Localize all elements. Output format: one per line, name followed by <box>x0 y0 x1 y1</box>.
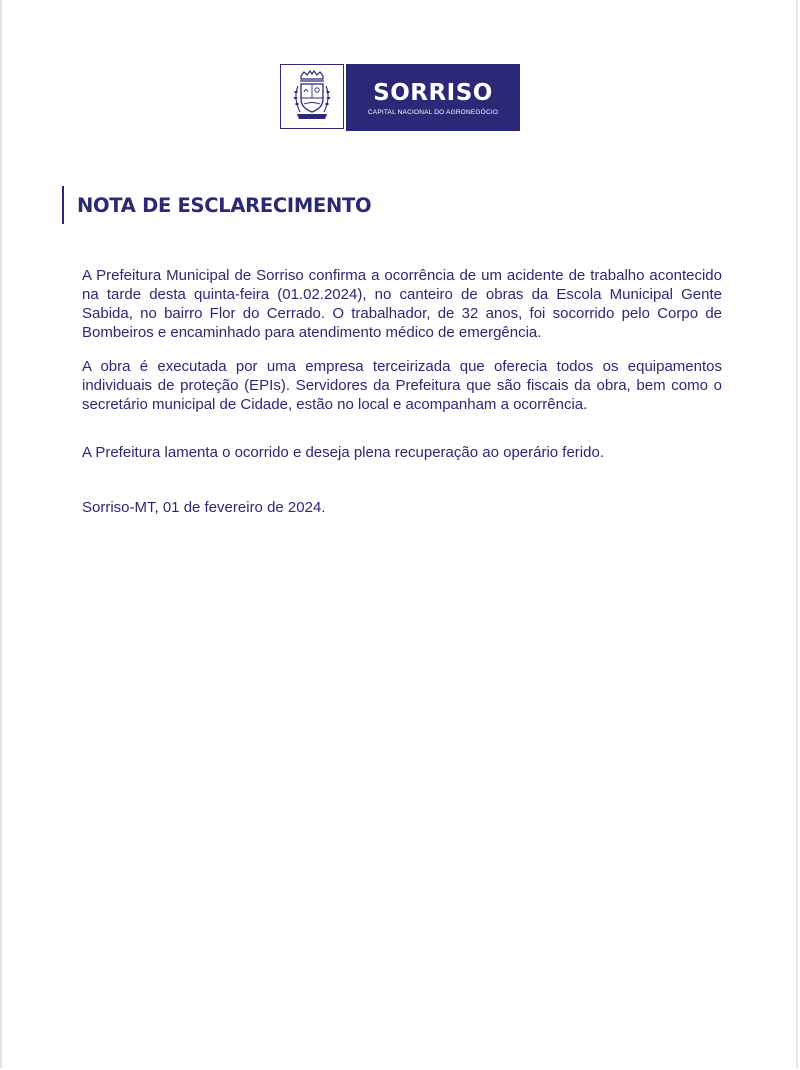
brand-tagline: CAPITAL NACIONAL DO AGRONEGÓCIO <box>367 108 499 116</box>
document-title: NOTA DE ESCLARECIMENTO <box>77 193 372 217</box>
sorriso-logo <box>280 64 520 131</box>
paragraph-condolence: A Prefeitura lamenta o ocorrido e deseja plena recuperação ao operário ferido. <box>82 444 604 461</box>
brand-name: SORRISO <box>373 79 493 106</box>
date-line: Sorriso-MT, 01 de fevereiro de 2024. <box>82 499 326 516</box>
paragraph-epis: A obra é executada por uma empresa terceirizada que oferecia todos os equipamentos individuais de proteção (EPIs). Servidores da Prefeitura que são fiscais da obra, bem como o secretário municipal de Cidade, estão no local e acompanham a ocorrência. <box>82 358 722 413</box>
paragraph-accident: A Prefeitura Municipal de Sorriso confirma a ocorrência de um acidente de trabalho acontecido na tarde desta quinta-feira (01.02.2024), no canteiro de obras da Escola Municipal Gente Sabida, no bairro Flor do Cerrado. O trabalhador, de 32 anos, foi socorrido pelo Corpo de Bombeiros e encaminhado para atendimento médico de emergência. <box>82 267 722 341</box>
brand-box <box>346 64 520 131</box>
crest-icon <box>280 64 344 129</box>
title-accent-bar <box>62 186 64 224</box>
title-block <box>62 186 371 224</box>
